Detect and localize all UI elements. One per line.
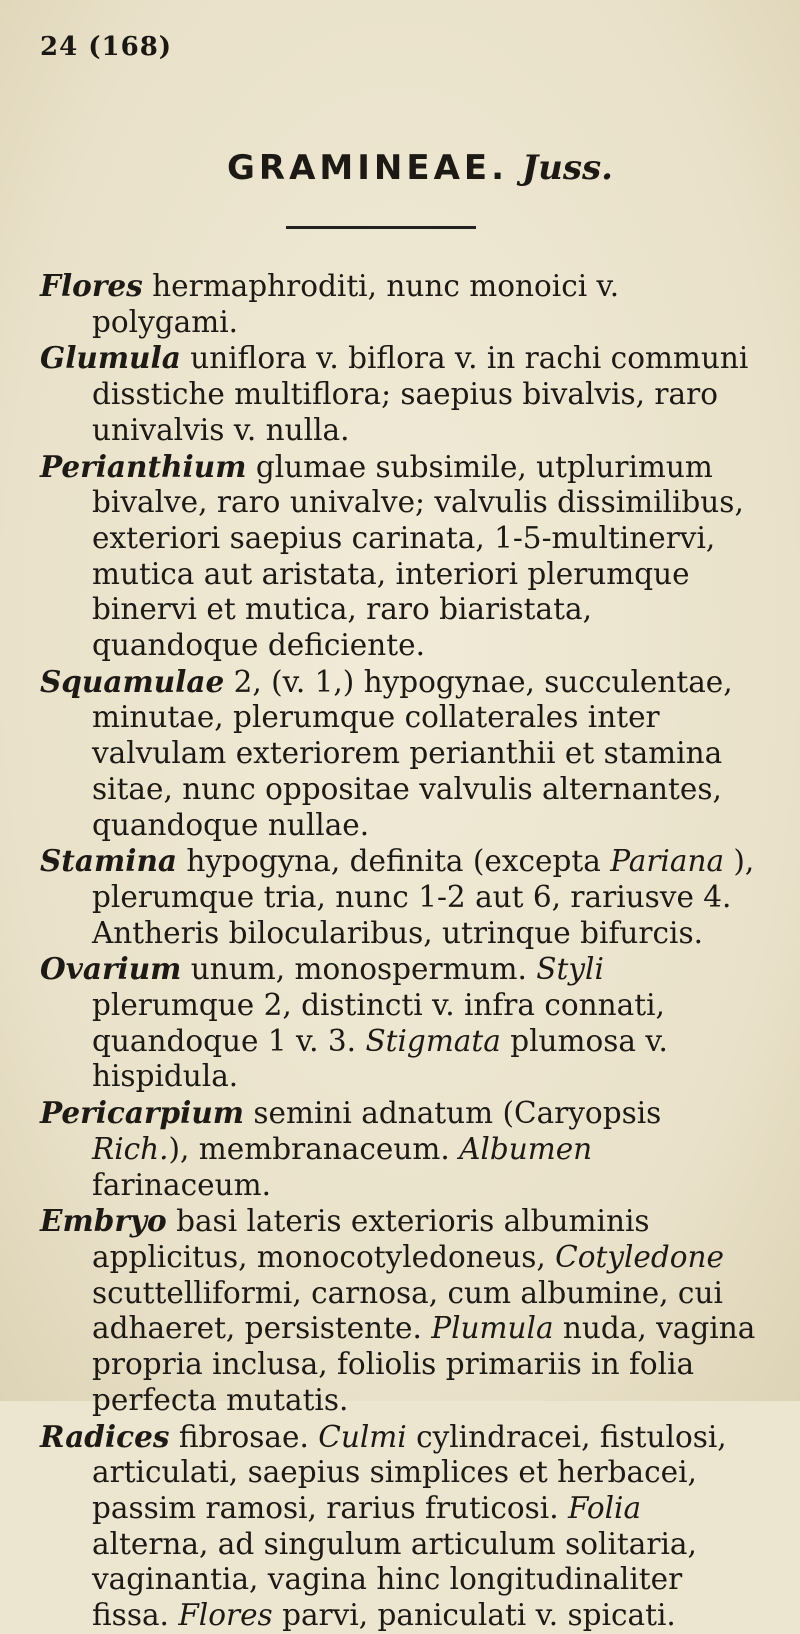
term-stamina: Stamina bbox=[40, 843, 178, 879]
term-embryo: Embryo bbox=[40, 1203, 167, 1239]
paragraph-perianthium: Perianthium glumae subsimile, utplurimum bivalve, raro univalve; valvulis dissimilibus, exteriori saepius carinata, 1-5-multinervi, mutica aut aristata, interiori plerumque binervi et mutica, raro biaristata, quandoque deficiente. bbox=[40, 448, 744, 663]
term-flores: Flores bbox=[40, 268, 143, 303]
paragraph-stamina: Stamina hypogyna, definita (excepta Pariana ), plerumque tria, nunc 1-2 aut 6, rariusve 4. Antheris bilocularibus, utrinque bifurcis. bbox=[40, 843, 755, 950]
term-pericarpium: Pericarpium bbox=[40, 1095, 245, 1131]
paragraph-pericarpium: Pericarpium semini adnatum (Caryopsis Rich.), membranaceum. Albumen farinaceum. bbox=[40, 1095, 662, 1202]
term-ovarium: Ovarium bbox=[40, 951, 182, 987]
title-rule bbox=[286, 226, 476, 229]
term-squamulae: Squamulae bbox=[40, 663, 225, 699]
page-number: 24 (168) bbox=[40, 32, 173, 62]
paragraph-embryo: Embryo basi lateris exterioris albuminis applicitus, monocotyledoneus, Cotyledone scuttelliformi, carnosa, cum albumine, cui adhaeret, persistente. Plumula nuda, vagina propria inclusa, foliolis primariis in folia perfecta mutatis. bbox=[40, 1203, 756, 1417]
paragraph-radices: Radices fibrosae. Culmi cylindracei, fistulosi, articulati, saepius simplices et herbacei, passim ramosi, rarius fruticosi. Folia alterna, ad singulum articulum solitaria, vaginantia, vagina hinc longitudinaliter fissa. Flores parvi, paniculati v. spicati. bbox=[40, 1418, 727, 1633]
paragraph-ovarium: Ovarium unum, monospermum. Styli plerumque 2, distincti v. infra connati, quandoque 1 v. 3. Stigmata plumosa v. hispidula. bbox=[40, 951, 668, 1094]
description-text bbox=[40, 268, 760, 1634]
author-abbreviation: Juss. bbox=[522, 148, 613, 188]
paragraph-glumula: Glumula uniflora v. biflora v. in rachi communi disstiche multiflora; saepius bivalvis, raro univalvis v. nulla. bbox=[40, 340, 749, 447]
paragraph-flores: Flores hermaphroditi, nunc monoici v. polygami. bbox=[40, 268, 620, 339]
term-perianthium: Perianthium bbox=[40, 448, 247, 484]
term-glumula: Glumula bbox=[40, 340, 181, 376]
page-title bbox=[0, 148, 800, 188]
paragraph-squamulae: Squamulae 2, (v. 1,) hypogynae, succulentae, minutae, plerumque collaterales inter valvulam exteriorem perianthii et stamina sitae, nunc oppositae valvulis alternantes, quandoque nullae. bbox=[40, 663, 733, 842]
term-radices: Radices bbox=[40, 1418, 170, 1454]
family-name: GRAMINEAE. bbox=[227, 148, 509, 188]
